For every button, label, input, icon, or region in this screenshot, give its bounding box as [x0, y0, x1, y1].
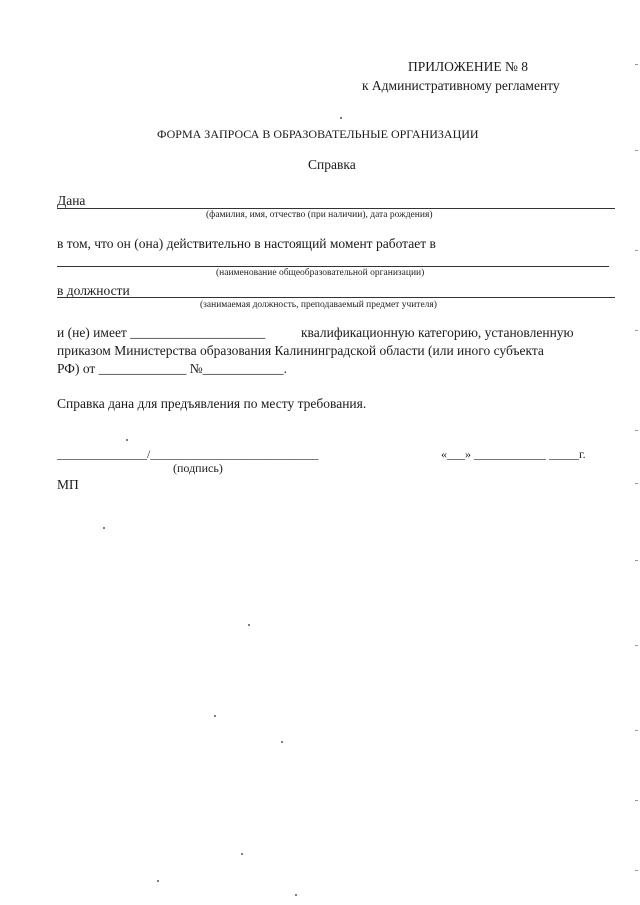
scan-edge-mark: [635, 64, 638, 65]
scan-edge-mark: [635, 870, 638, 871]
date-line: «___» ____________ _____г.: [441, 447, 586, 461]
scan-speck: [295, 894, 297, 896]
scan-edge-mark: [635, 730, 638, 731]
issued-to-line: [57, 208, 615, 209]
scan-edge-mark: [635, 800, 638, 801]
scan-edge-mark: [635, 250, 638, 251]
scan-speck: [340, 117, 342, 119]
scan-edge-mark: [635, 430, 638, 431]
scan-edge-mark: [635, 645, 638, 646]
scan-speck: [214, 715, 216, 717]
category-line-2: приказом Министерства образования Калининградской области (или иного субъекта: [57, 343, 544, 358]
scan-speck: [241, 853, 243, 855]
scan-speck: [126, 439, 128, 441]
signature-hint: (подпись): [173, 461, 223, 475]
scan-edge-mark: [635, 483, 638, 484]
issued-to-label: Дана: [57, 193, 86, 208]
scan-speck: [157, 880, 159, 882]
works-statement: в том, что он (она) действительно в настоящий момент работает в: [57, 236, 436, 251]
position-label: в должности: [57, 283, 130, 298]
appendix-regulation: к Административному регламенту: [362, 78, 560, 93]
scan-edge-mark: [635, 330, 638, 331]
issued-to-hint: (фамилия, имя, отчество (при наличии), дата рождения): [206, 210, 433, 220]
position-hint: (занимаемая должность, преподаваемый предмет учителя): [200, 300, 437, 310]
organization-hint: (наименование общеобразовательной организации): [216, 268, 425, 278]
scan-edge-mark: [635, 150, 638, 151]
category-line-1-start: и (не) имеет ____________________: [57, 325, 266, 340]
organization-line: [57, 266, 609, 267]
scan-speck: [103, 527, 105, 529]
form-title: ФОРМА ЗАПРОСА В ОБРАЗОВАТЕЛЬНЫЕ ОРГАНИЗАЦИИ: [157, 127, 479, 141]
position-line: [57, 297, 615, 298]
signature-line: _______________/____________________________: [57, 447, 319, 461]
purpose-statement: Справка дана для предъявления по месту требования.: [57, 396, 367, 411]
scan-speck: [248, 624, 250, 626]
stamp-label: МП: [57, 477, 79, 492]
category-line-1-end: квалификационную категорию, установленную: [301, 325, 574, 340]
scan-edge-mark: [635, 560, 638, 561]
category-line-3: РФ) от _____________ №____________.: [57, 361, 288, 376]
scan-speck: [281, 741, 283, 743]
appendix-number: ПРИЛОЖЕНИЕ № 8: [408, 59, 529, 74]
document-title: Справка: [308, 157, 356, 172]
